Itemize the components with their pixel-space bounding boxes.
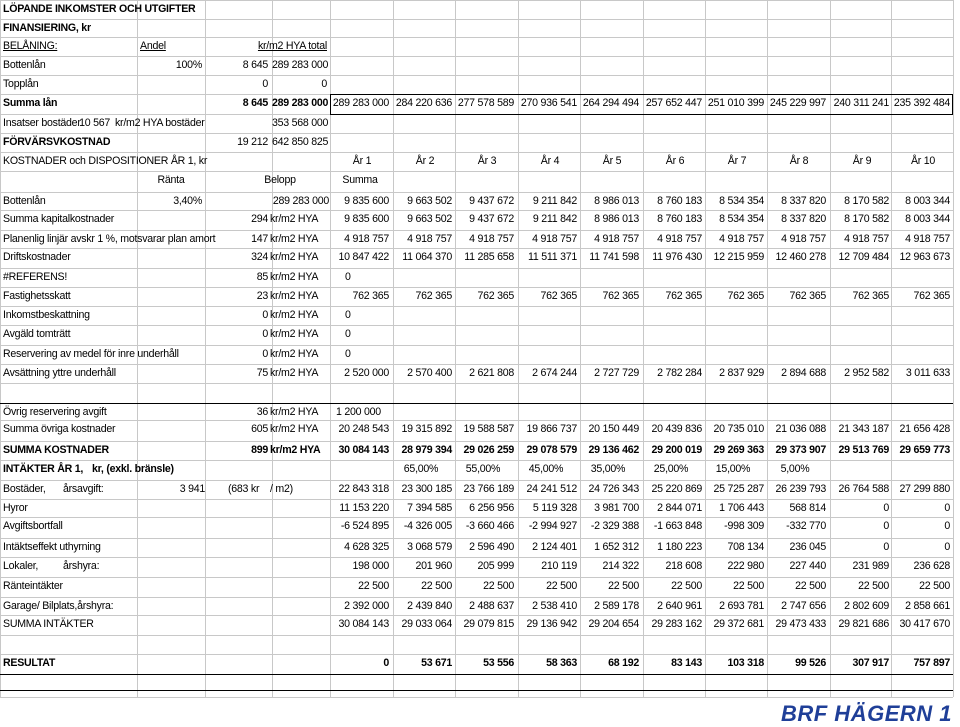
intakt-year[interactable]: 22 500	[795, 580, 826, 592]
ovrig-krm2[interactable]: 36	[256, 406, 268, 418]
kostnad-year[interactable]: 2 621 808	[469, 367, 514, 379]
ovrig-label[interactable]: Övrig reservering avgift	[3, 406, 107, 418]
kostnad-year[interactable]: 9 835 600	[344, 213, 389, 225]
kostnad-year[interactable]: 4 918 757	[469, 233, 514, 245]
intakt-year[interactable]: 6 256 956	[469, 502, 514, 514]
intakt-year[interactable]: 236 628	[913, 560, 950, 572]
kostnad-krm2[interactable]: 147	[251, 233, 268, 245]
ovrig-year[interactable]: 30 084 143	[338, 444, 389, 456]
ovrig-year[interactable]: 29 200 019	[651, 444, 702, 456]
intakt-year[interactable]: 29 473 433	[775, 618, 826, 630]
kostnad-year[interactable]: 4 918 757	[719, 233, 764, 245]
kostnad-year[interactable]: 762 365	[727, 290, 764, 302]
summa-lan-krm2[interactable]: 8 645	[242, 97, 268, 109]
kostnad-year[interactable]: 12 215 959	[713, 251, 764, 263]
year-header[interactable]: År 5	[602, 155, 622, 167]
ovrig-year[interactable]: 29 513 769	[838, 444, 889, 456]
ovrig-year[interactable]: 29 026 259	[463, 444, 514, 456]
ovrig-year[interactable]: 20 735 010	[713, 423, 764, 435]
intakt-year[interactable]: 22 500	[608, 580, 639, 592]
year-header[interactable]: År 4	[540, 155, 560, 167]
kostnad-label[interactable]: Fastighetsskatt	[3, 290, 71, 302]
ovrig-year[interactable]: 19 588 587	[463, 423, 514, 435]
kostnad-label[interactable]: Bottenlån	[3, 195, 46, 207]
kostnad-year[interactable]: 2 952 582	[844, 367, 889, 379]
summa-lan-year[interactable]: 289 283 000	[332, 97, 389, 109]
kostnad-label[interactable]: Avsättning yttre underhåll	[3, 367, 116, 379]
kostnad-year[interactable]: 762 365	[852, 290, 889, 302]
resultat-year[interactable]: 307 917	[852, 657, 889, 669]
bostader-year[interactable]: 23 766 189	[463, 483, 514, 495]
insatser-label[interactable]: Insatser bostäder	[3, 117, 81, 129]
kostnad-year[interactable]: 762 365	[415, 290, 452, 302]
resultat-year[interactable]: 103 318	[727, 657, 764, 669]
intakt-year[interactable]: 0	[883, 520, 889, 532]
kostnad-first[interactable]: 0	[345, 309, 351, 321]
kostnad-label[interactable]: Planenlig linjär avskr 1 %, motsvarar plan amort	[3, 233, 216, 245]
intakt-year[interactable]: 29 136 942	[526, 618, 577, 630]
intakt-year[interactable]: -3 660 466	[465, 520, 514, 532]
kostnad-year[interactable]: 3 011 633	[905, 367, 950, 379]
kostnad-year[interactable]: 4 918 757	[407, 233, 452, 245]
kostnad-year[interactable]: 4 918 757	[905, 233, 950, 245]
intakt-label[interactable]: Intäktseffekt uthyrning	[3, 541, 101, 553]
year-header[interactable]: År 9	[852, 155, 872, 167]
intakt-year[interactable]: 222 980	[727, 560, 764, 572]
ovrig-year[interactable]: 29 269 363	[713, 444, 764, 456]
bostader-krm2[interactable]: (683 kr	[228, 483, 260, 495]
intakt-year[interactable]: -998 309	[724, 520, 764, 532]
kostnad-unit[interactable]: kr/m2 HYA	[270, 309, 319, 321]
ovrig-year[interactable]: 29 078 579	[526, 444, 577, 456]
resultat-year[interactable]: 68 192	[608, 657, 639, 669]
kostnad-first[interactable]: 0	[345, 271, 351, 283]
kostnad-year[interactable]: 4 918 757	[344, 233, 389, 245]
ovrig-year[interactable]: 20 150 449	[588, 423, 639, 435]
intakt-year[interactable]: 2 488 637	[469, 600, 514, 612]
kostnad-year[interactable]: 9 663 502	[407, 213, 452, 225]
sheet-subtitle[interactable]: FINANSIERING, kr	[3, 22, 91, 34]
intakt-year[interactable]: 29 079 815	[463, 618, 514, 630]
intakt-year[interactable]: 29 283 162	[651, 618, 702, 630]
intakt-label2[interactable]: årshyra:	[63, 560, 100, 572]
kostnad-label[interactable]: Driftskostnader	[3, 251, 71, 263]
intakt-year[interactable]: 22 500	[919, 580, 950, 592]
resultat-year[interactable]: 757 897	[913, 657, 950, 669]
kostnad-year[interactable]: 762 365	[602, 290, 639, 302]
kostnad-year[interactable]: 4 918 757	[844, 233, 889, 245]
kostnad-krm2[interactable]: 85	[256, 271, 268, 283]
ovrig-year[interactable]: 29 373 907	[775, 444, 826, 456]
intakt-year[interactable]: 0	[944, 520, 950, 532]
intakt-year[interactable]: 0	[944, 502, 950, 514]
bottenlan-krm2[interactable]: 8 645	[242, 59, 268, 71]
intakt-year[interactable]: 2 693 781	[719, 600, 764, 612]
intakt-year[interactable]: 22 500	[671, 580, 702, 592]
intakt-year[interactable]: 205 999	[477, 560, 514, 572]
kostnad-first[interactable]: 0	[345, 348, 351, 360]
kostnad-year[interactable]: 4 918 757	[532, 233, 577, 245]
intakt-pct[interactable]: 35,00%	[590, 463, 626, 475]
grid-row-line	[0, 75, 953, 76]
intakt-year[interactable]: 2 589 178	[594, 600, 639, 612]
kostnad-unit[interactable]: 289 283 000	[272, 195, 329, 207]
intakt-pct[interactable]: 45,00%	[528, 463, 564, 475]
ovrig-label[interactable]: Summa övriga kostnader	[3, 423, 116, 435]
kostnad-krm2[interactable]: 324	[251, 251, 268, 263]
forvarv-value[interactable]: 19 212	[237, 136, 268, 148]
year-header[interactable]: År 1	[352, 155, 372, 167]
intakt-year[interactable]: 708 134	[727, 541, 764, 553]
intakt-year[interactable]: 2 538 410	[532, 600, 577, 612]
resultat-year[interactable]: 0	[383, 657, 389, 669]
kostnad-year[interactable]: 8 170 582	[844, 213, 889, 225]
intakt-year[interactable]: 7 394 585	[407, 502, 452, 514]
krm2-header[interactable]: kr/m2 HYA total	[257, 40, 327, 52]
intakt-year[interactable]: 0	[883, 502, 889, 514]
bostader-year[interactable]: 23 300 185	[401, 483, 452, 495]
intakt-pct[interactable]: 15,00%	[715, 463, 751, 475]
section-divider	[0, 690, 953, 691]
intakt-year[interactable]: 3 068 579	[407, 541, 452, 553]
intakt-year[interactable]: 2 802 609	[844, 600, 889, 612]
kostnad-year[interactable]: 9 437 672	[469, 213, 514, 225]
intakt-year[interactable]: 218 608	[665, 560, 702, 572]
kostnad-krm2[interactable]: 0	[262, 309, 268, 321]
kostnad-year[interactable]: 762 365	[352, 290, 389, 302]
intakt-year[interactable]: 11 153 220	[339, 502, 389, 514]
grid-row-line	[0, 19, 953, 20]
summa-lan-year[interactable]: 264 294 494	[582, 97, 639, 109]
kostnad-year[interactable]: 12 709 484	[838, 251, 889, 263]
kostnad-year[interactable]: 4 918 757	[781, 233, 826, 245]
intakt-year[interactable]: 29 204 654	[588, 618, 639, 630]
grid-row-line	[0, 383, 953, 384]
kostnad-rate[interactable]: 3,40%	[173, 195, 202, 207]
topplan-total[interactable]: 0	[321, 78, 327, 90]
year-header[interactable]: År 6	[665, 155, 685, 167]
bottenlan-total[interactable]: 289 283 000	[272, 59, 329, 71]
ovrig-year[interactable]: 19 866 737	[526, 423, 577, 435]
bostader-label2[interactable]: årsavgift:	[63, 483, 104, 495]
kostnad-year[interactable]: 8 337 820	[781, 195, 826, 207]
intakt-label[interactable]: Lokaler,	[3, 560, 39, 572]
kostnad-year[interactable]: 4 918 757	[657, 233, 702, 245]
resultat-year[interactable]: 99 526	[795, 657, 826, 669]
year-header[interactable]: År 10	[910, 155, 936, 167]
intakt-pct[interactable]: 25,00%	[653, 463, 689, 475]
intakt-label[interactable]: SUMMA INTÄKTER	[3, 618, 94, 630]
year-header[interactable]: År 2	[415, 155, 435, 167]
year-header[interactable]: År 8	[789, 155, 809, 167]
intakt-year[interactable]: 2 844 071	[657, 502, 702, 514]
intakt-year[interactable]: 210 119	[541, 560, 577, 572]
kostnad-unit[interactable]: kr/m2 HYA	[270, 233, 319, 245]
bostader-year[interactable]: 25 725 287	[713, 483, 764, 495]
section-divider	[0, 674, 953, 675]
intakt-year[interactable]: 3 981 700	[594, 502, 639, 514]
summa-lan-label[interactable]: Summa lån	[3, 97, 58, 109]
intakt-year[interactable]: 214 322	[602, 560, 639, 572]
ovrig-year[interactable]: 21 656 428	[899, 423, 950, 435]
kostnad-year[interactable]: 9 663 502	[407, 195, 452, 207]
intakt-year[interactable]: 1 652 312	[594, 541, 639, 553]
kostnad-unit[interactable]: kr/m2 HYA	[270, 213, 319, 225]
grid-row-line	[0, 325, 953, 326]
summa-lan-year[interactable]: 240 311 241	[833, 97, 889, 109]
intakt-year[interactable]: 30 417 670	[899, 618, 950, 630]
intakt-year[interactable]: 201 960	[415, 560, 452, 572]
ovrig-label[interactable]: SUMMA KOSTNADER	[3, 444, 109, 456]
kostnad-year[interactable]: 8 170 582	[844, 195, 889, 207]
intakter-header-note[interactable]: kr, (exkl. bränsle)	[92, 463, 174, 475]
kostnad-year[interactable]: 11 064 370	[402, 251, 452, 263]
intakt-year[interactable]: 2 124 401	[532, 541, 577, 553]
kostnad-year[interactable]: 8 534 354	[719, 213, 764, 225]
intakt-year[interactable]: 29 372 681	[713, 618, 764, 630]
bostader-year[interactable]: 27 299 880	[899, 483, 950, 495]
insatser-value[interactable]: 10 567	[79, 117, 110, 129]
intakt-year[interactable]: 5 119 328	[532, 502, 577, 514]
kostnad-year[interactable]: 9 211 842	[532, 195, 577, 207]
kostnad-krm2[interactable]: 0	[262, 348, 268, 360]
kostnad-year[interactable]: 762 365	[665, 290, 702, 302]
topplan-label[interactable]: Topplån	[3, 78, 39, 90]
summa-lan-year[interactable]: 235 392 484	[893, 97, 950, 109]
ovrig-year[interactable]: 19 315 892	[401, 423, 452, 435]
intakt-year[interactable]: 22 500	[546, 580, 577, 592]
insatser-total[interactable]: 353 568 000	[272, 117, 329, 129]
kostnad-unit[interactable]: kr/m2 HYA	[270, 290, 319, 302]
bostader-avgift[interactable]: 3 941	[179, 483, 205, 495]
intakt-year[interactable]: 29 033 064	[401, 618, 452, 630]
kostnad-label[interactable]: #REFERENS!	[3, 271, 68, 283]
kostnad-year[interactable]: 762 365	[540, 290, 577, 302]
kostnad-year[interactable]: 8 760 183	[657, 195, 702, 207]
intakt-year[interactable]: 0	[944, 541, 950, 553]
resultat-year[interactable]: 58 363	[546, 657, 577, 669]
intakt-label[interactable]: Ränteintäkter	[3, 580, 63, 592]
summa-lan-year[interactable]: 245 229 997	[769, 97, 826, 109]
intakt-year[interactable]: -4 326 005	[403, 520, 452, 532]
summa-lan-year[interactable]: 251 010 399	[707, 97, 764, 109]
forvarv-label[interactable]: FÖRVÄRSVKOSTNAD	[3, 136, 111, 148]
intakt-year[interactable]: 2 747 656	[781, 600, 826, 612]
intakt-year[interactable]: 1 180 223	[657, 541, 702, 553]
kostnad-year[interactable]: 12 963 673	[899, 251, 950, 263]
kostnader-header[interactable]: KOSTNADER och DISPOSITIONER ÅR 1, kr	[3, 155, 208, 167]
intakt-year[interactable]: 236 045	[789, 541, 826, 553]
intakt-pct[interactable]: 5,00%	[780, 463, 810, 475]
grid-row-line	[0, 697, 953, 698]
ovrig-unit[interactable]: kr/m2 HYA	[270, 406, 319, 418]
intakt-year[interactable]: -2 329 388	[590, 520, 639, 532]
kostnad-unit[interactable]: kr/m2 HYA	[270, 367, 319, 379]
kostnad-year[interactable]: 762 365	[477, 290, 514, 302]
resultat-year[interactable]: 53 671	[421, 657, 452, 669]
grid-column-line	[0, 0, 1, 697]
summa-lan-year[interactable]: 284 220 636	[395, 97, 452, 109]
kostnad-label[interactable]: Summa kapitalkostnader	[3, 213, 115, 225]
intakt-pct[interactable]: 55,00%	[465, 463, 501, 475]
ovrig-year[interactable]: 29 136 462	[588, 444, 639, 456]
andel-header[interactable]: Andel	[140, 40, 166, 52]
grid-row-line	[0, 268, 953, 269]
ovrig-year[interactable]: 21 343 187	[838, 423, 889, 435]
kostnad-year[interactable]: 762 365	[789, 290, 826, 302]
ovrig-krm2[interactable]: 605	[251, 423, 268, 435]
kostnad-year[interactable]: 2 570 400	[407, 367, 452, 379]
kostnad-krm2[interactable]: 0	[262, 328, 268, 340]
intakt-year[interactable]: 22 500	[858, 580, 889, 592]
kostnad-label[interactable]: Avgäld tomträtt	[3, 328, 71, 340]
intakt-year[interactable]: 29 821 686	[838, 618, 889, 630]
kostnad-year[interactable]: 8 986 013	[594, 195, 639, 207]
topplan-krm2[interactable]: 0	[262, 78, 268, 90]
kostnad-year[interactable]: 8 534 354	[719, 195, 764, 207]
kostnad-year[interactable]: 9 211 842	[532, 213, 577, 225]
kostnad-year[interactable]: 2 520 000	[344, 367, 389, 379]
intakt-pct[interactable]: 65,00%	[403, 463, 439, 475]
intakt-year[interactable]: 0	[883, 541, 889, 553]
kostnad-label[interactable]: Inkomstbeskattning	[3, 309, 90, 321]
kostnad-unit[interactable]: kr/m2 HYA	[270, 251, 319, 263]
grid-row-line	[0, 635, 953, 636]
intakt-label[interactable]: Hyror	[3, 502, 28, 514]
resultat-label[interactable]: RESULTAT	[3, 657, 56, 669]
intakt-year[interactable]: 227 440	[789, 560, 826, 572]
ovrig-unit[interactable]: kr/m2 HYA	[270, 444, 321, 456]
kostnad-unit[interactable]: kr/m2 HYA	[270, 271, 319, 283]
sheet-title[interactable]: LÖPANDE INKOMSTER OCH UTGIFTER	[3, 3, 196, 15]
intakt-year[interactable]: 30 084 143	[338, 618, 389, 630]
kostnad-year[interactable]: 9 835 600	[344, 195, 389, 207]
intakt-year[interactable]: 22 500	[483, 580, 514, 592]
kostnad-year[interactable]: 11 976 430	[652, 251, 702, 263]
ovrig-first[interactable]: 1 200 000	[336, 406, 381, 418]
intakt-year[interactable]: -1 663 848	[653, 520, 702, 532]
intakt-year[interactable]: -2 994 927	[528, 520, 577, 532]
kostnad-year[interactable]: 8 986 013	[594, 213, 639, 225]
intakt-year[interactable]: 22 500	[733, 580, 764, 592]
summa-lan-year[interactable]: 277 578 589	[457, 97, 514, 109]
footer-brand: BRF HÄGERN 1	[780, 701, 952, 726]
section-divider	[0, 403, 953, 404]
intakt-year[interactable]: 2 596 490	[469, 541, 514, 553]
ranta-header[interactable]: Ränta	[157, 174, 185, 186]
bostader-year[interactable]: 26 239 793	[775, 483, 826, 495]
bostader-year[interactable]: 24 241 512	[526, 483, 577, 495]
intakt-label[interactable]: Garage/ Bilplats,årshyra:	[3, 600, 114, 612]
kostnad-year[interactable]: 11 741 598	[589, 251, 639, 263]
intakt-year[interactable]: 1 706 443	[719, 502, 764, 514]
belopp-header[interactable]: Belopp	[264, 174, 296, 186]
kostnad-year[interactable]: 10 847 422	[338, 251, 389, 263]
kostnad-krm2[interactable]: 75	[256, 367, 268, 379]
intakter-header[interactable]: INTÄKTER ÅR 1,	[3, 463, 84, 475]
ovrig-year[interactable]: 21 036 088	[775, 423, 826, 435]
kostnad-year[interactable]: 2 727 729	[594, 367, 639, 379]
intakt-year[interactable]: 4 628 325	[344, 541, 389, 553]
kostnad-year[interactable]: 8 003 344	[905, 213, 950, 225]
kostnad-unit[interactable]: kr/m2 HYA	[270, 328, 319, 340]
grid-row-line	[0, 306, 953, 307]
kostnad-year[interactable]: 11 285 658	[464, 251, 514, 263]
summa-lan-total[interactable]: 289 283 000	[272, 97, 329, 109]
kostnad-year[interactable]: 11 511 371	[528, 251, 577, 263]
kostnad-year[interactable]: 4 918 757	[594, 233, 639, 245]
intakt-year[interactable]: 2 439 840	[407, 600, 452, 612]
ovrig-unit[interactable]: kr/m2 HYA	[270, 423, 319, 435]
ovrig-year[interactable]: 20 439 836	[651, 423, 702, 435]
year-header[interactable]: År 3	[477, 155, 497, 167]
ovrig-year[interactable]: 28 979 394	[401, 444, 452, 456]
intakt-year[interactable]: 22 500	[421, 580, 452, 592]
intakt-year[interactable]: 2 858 661	[905, 600, 950, 612]
kostnad-year[interactable]: 762 365	[913, 290, 950, 302]
summa-lan-year[interactable]: 270 936 541	[520, 97, 577, 109]
kostnad-first[interactable]: 0	[345, 328, 351, 340]
kostnad-label[interactable]: Reservering av medel för inre underhåll	[3, 348, 179, 360]
ovrig-krm2[interactable]: 899	[251, 444, 268, 456]
kostnad-year[interactable]: 9 437 672	[469, 195, 514, 207]
kostnad-krm2[interactable]: 294	[251, 213, 268, 225]
bostader-year[interactable]: 24 726 343	[588, 483, 639, 495]
kostnad-year[interactable]: 2 837 929	[719, 367, 764, 379]
intakt-year[interactable]: 2 392 000	[344, 600, 389, 612]
bostader-year[interactable]: 22 843 318	[338, 483, 389, 495]
forvarv-total[interactable]: 642 850 825	[272, 136, 329, 148]
year-header[interactable]: År 7	[727, 155, 747, 167]
resultat-year[interactable]: 83 143	[671, 657, 702, 669]
bottenlan-pct[interactable]: 100%	[175, 59, 202, 71]
intakt-label[interactable]: Avgiftsbortfall	[3, 520, 63, 532]
kostnad-year[interactable]: 8 003 344	[905, 195, 950, 207]
bostader-year[interactable]: 25 220 869	[651, 483, 702, 495]
bottenlan-label[interactable]: Bottenlån	[3, 59, 46, 71]
intakt-year[interactable]: -332 770	[786, 520, 826, 532]
resultat-year[interactable]: 53 556	[483, 657, 514, 669]
bostader-year[interactable]: 26 764 588	[838, 483, 889, 495]
ovrig-year[interactable]: 20 248 543	[338, 423, 389, 435]
ovrig-year[interactable]: 29 659 773	[899, 444, 950, 456]
kostnad-unit[interactable]: kr/m2 HYA	[270, 348, 319, 360]
kostnad-year[interactable]: 8 337 820	[781, 213, 826, 225]
grid-row-line	[0, 133, 953, 134]
grid-column-line	[953, 0, 954, 697]
bostader-label[interactable]: Bostäder,	[3, 483, 46, 495]
intakt-year[interactable]: 568 814	[789, 502, 826, 514]
kostnad-krm2[interactable]: 23	[256, 290, 268, 302]
intakt-year[interactable]: 198 000	[352, 560, 389, 572]
bostader-unit[interactable]: / m2)	[270, 483, 293, 495]
belaning-label[interactable]: BELÅNING:	[3, 40, 58, 52]
insatser-unit[interactable]: kr/m2 HYA bostäder	[115, 117, 205, 129]
summa-lan-year[interactable]: 257 652 447	[645, 97, 702, 109]
intakt-year[interactable]: 2 640 961	[657, 600, 702, 612]
summa-header[interactable]: Summa	[342, 174, 378, 186]
kostnad-year[interactable]: 12 460 278	[775, 251, 826, 263]
kostnad-year[interactable]: 8 760 183	[657, 213, 702, 225]
kostnad-year[interactable]: 2 782 284	[657, 367, 702, 379]
intakt-year[interactable]: 22 500	[358, 580, 389, 592]
kostnad-year[interactable]: 2 674 244	[532, 367, 577, 379]
intakt-year[interactable]: -6 524 895	[340, 520, 389, 532]
intakt-year[interactable]: 231 989	[852, 560, 889, 572]
kostnad-year[interactable]: 2 894 688	[781, 367, 826, 379]
